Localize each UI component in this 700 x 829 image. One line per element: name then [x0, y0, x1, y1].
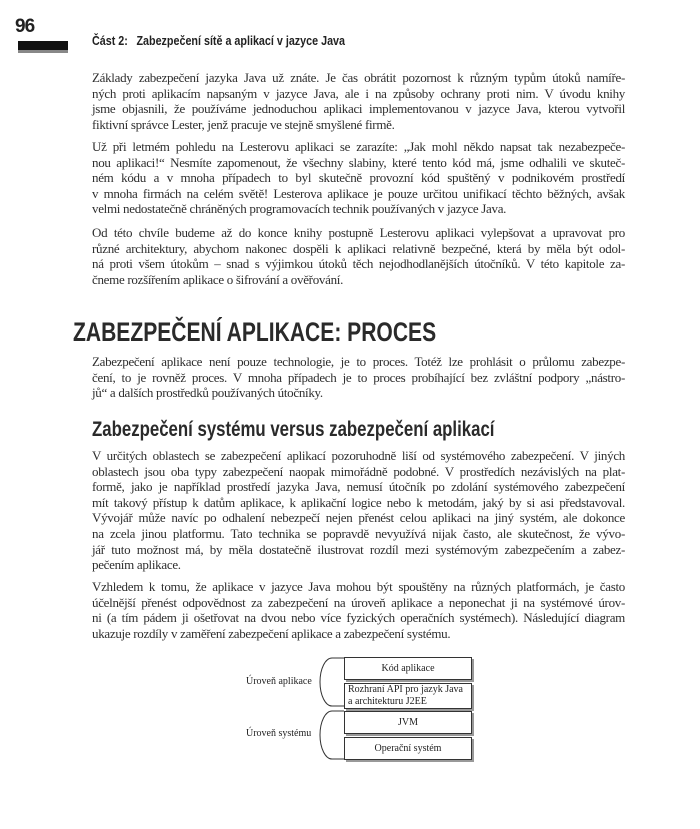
- level-label-system: Úroveň systému: [246, 728, 312, 739]
- page-number: 96: [15, 16, 35, 37]
- text-line: čení, to je rovněž proces. V mnoha případech je to proces probíhající bez zvláštní podpory „nástro-: [92, 369, 625, 385]
- text-line: různé architektury, abychom nakonec dospěli k aplikaci relativně bezpečné, která by měla být odol-: [92, 240, 625, 256]
- layer-java-api-line1: Rozhraní API pro jazyk Java: [348, 684, 463, 695]
- text-line: Vývojář může navíc po odhalení nebezpečí nejen přenést celou aplikaci na jiný systém, ale dokonce: [92, 510, 625, 526]
- text-line: ných proti aplikacím napsaným v jazyce Java, ale i na způsoby ochrany proti nim. V úvodu knihy: [92, 85, 625, 101]
- text-line: ná proti všem útokům – snad s výjimkou útoků těch nejodhodlanějších útočníků. V této kapitole za-: [92, 256, 625, 272]
- layer-java-api-line2: a architekturu J2EE: [348, 696, 427, 707]
- text-line: Už při letmém pohledu na Lesterovu aplikaci se zarazíte: „Jak mohl někdo napsat tak nezabezpeče-: [92, 139, 625, 154]
- text-line: ni (a tím pádem ji ošetřovat na dvou nebo více fyzických operačních systémech). Následující diagram: [92, 610, 625, 626]
- text-line: účelnější přenést odpovědnost za zabezpečení na úroveň aplikace a neponechat ji na systémové úrov-: [92, 594, 625, 610]
- text-line: fiktivní správce Lester, jenž pracuje ve stejně smyšlené firmě.: [92, 116, 395, 132]
- layer-java-api: [344, 683, 472, 709]
- section-heading: ZABEZPEČENÍ APLIKACE: PROCES: [73, 317, 437, 347]
- text-line: V určitých oblastech se zabezpečení aplikací pozoruhodně liší od systémového zabezpečení. V jiných: [92, 448, 625, 463]
- application-level-bracket: [320, 658, 344, 706]
- chapter-title: Zabezpečení sítě a aplikací v jazyce Java: [136, 34, 346, 48]
- text-line: jsme objasnili, že používáme jednoduchou aplikaci implementovanou v jazyce Java, kterou vytvořil: [92, 101, 625, 117]
- text-line: oblastech jsou oba typy zabezpečení naopak mimořádně podobné. V prostředích nezávislých na plat-: [92, 463, 625, 479]
- text-line: Zabezpečení aplikace není pouze technologie, je to proces. Totéž lze prohlásit o průlomu zabezpe-: [92, 354, 625, 369]
- text-line: ném kódu a v mnoha případech to byl skutečně provozní kód spuštěný v podnikovém prostředí: [92, 170, 625, 186]
- part-label: Část 2:: [92, 34, 128, 48]
- layer-jvm: JVM: [344, 711, 472, 734]
- subsection-heading: Zabezpečení systému versus zabezpečení aplikací: [92, 418, 495, 441]
- text-line: na zcela jinou platformu. Tato technika se popravdě nevyužívá nijak často, ale skutečnost, že vývo-: [92, 525, 625, 541]
- level-label-application: Úroveň aplikace: [246, 676, 312, 687]
- text-line: v mnoha firmách na celém světě! Lesterova aplikace je pouze určitou unifikací těchto běžných, avšak: [92, 185, 625, 201]
- text-line: jů“ a dalších prostředků používaných útočníky.: [92, 385, 323, 401]
- layer-application-code: Kód aplikace: [344, 657, 472, 680]
- text-line: ukazuje rozdíly v zaměření zabezpečení aplikace a zabezpečení systému.: [92, 625, 451, 641]
- text-line: nou aplikaci!“ Nesmíte zapomenout, že všechny slabiny, které tento kód má, jsme odhalili ve skuteč-: [92, 154, 625, 170]
- text-line: Základy zabezpečení jazyka Java už znáte. Je čas obrátit pozornost k různým typům útoků namíře-: [92, 70, 625, 85]
- text-line: velmi nedostatečně chráněných programovacích technik používaných v jazyce Java.: [92, 201, 507, 217]
- text-line: pečením aplikace.: [92, 557, 181, 573]
- text-line: Vzhledem k tomu, že aplikace v jazyce Java mohou být spouštěny na různých platformách, je často: [92, 579, 625, 594]
- layer-operating-system: Operační systém: [344, 737, 472, 760]
- text-line: jář tuto možnost má, by měla dostatečně ilustrovat rozdíl mezi systémovým zabezpečením a zabez-: [92, 541, 625, 557]
- text-line: formě, jako je například prostředí jazyka Java, nemusí útočník po zdolání systémového zabezpečení: [92, 479, 625, 495]
- text-line: Od této chvíle budeme až do konce knihy postupně Lesterovu aplikaci vylepšovat a upravovat pro: [92, 225, 625, 240]
- text-line: mít takový přístup k datům aplikace, k aplikační logice nebo k metodám, jaký by si asi představoval.: [92, 494, 625, 510]
- text-line: čneme rozšířením aplikace o šifrování a ověřování.: [92, 271, 344, 287]
- system-level-bracket: [320, 711, 344, 759]
